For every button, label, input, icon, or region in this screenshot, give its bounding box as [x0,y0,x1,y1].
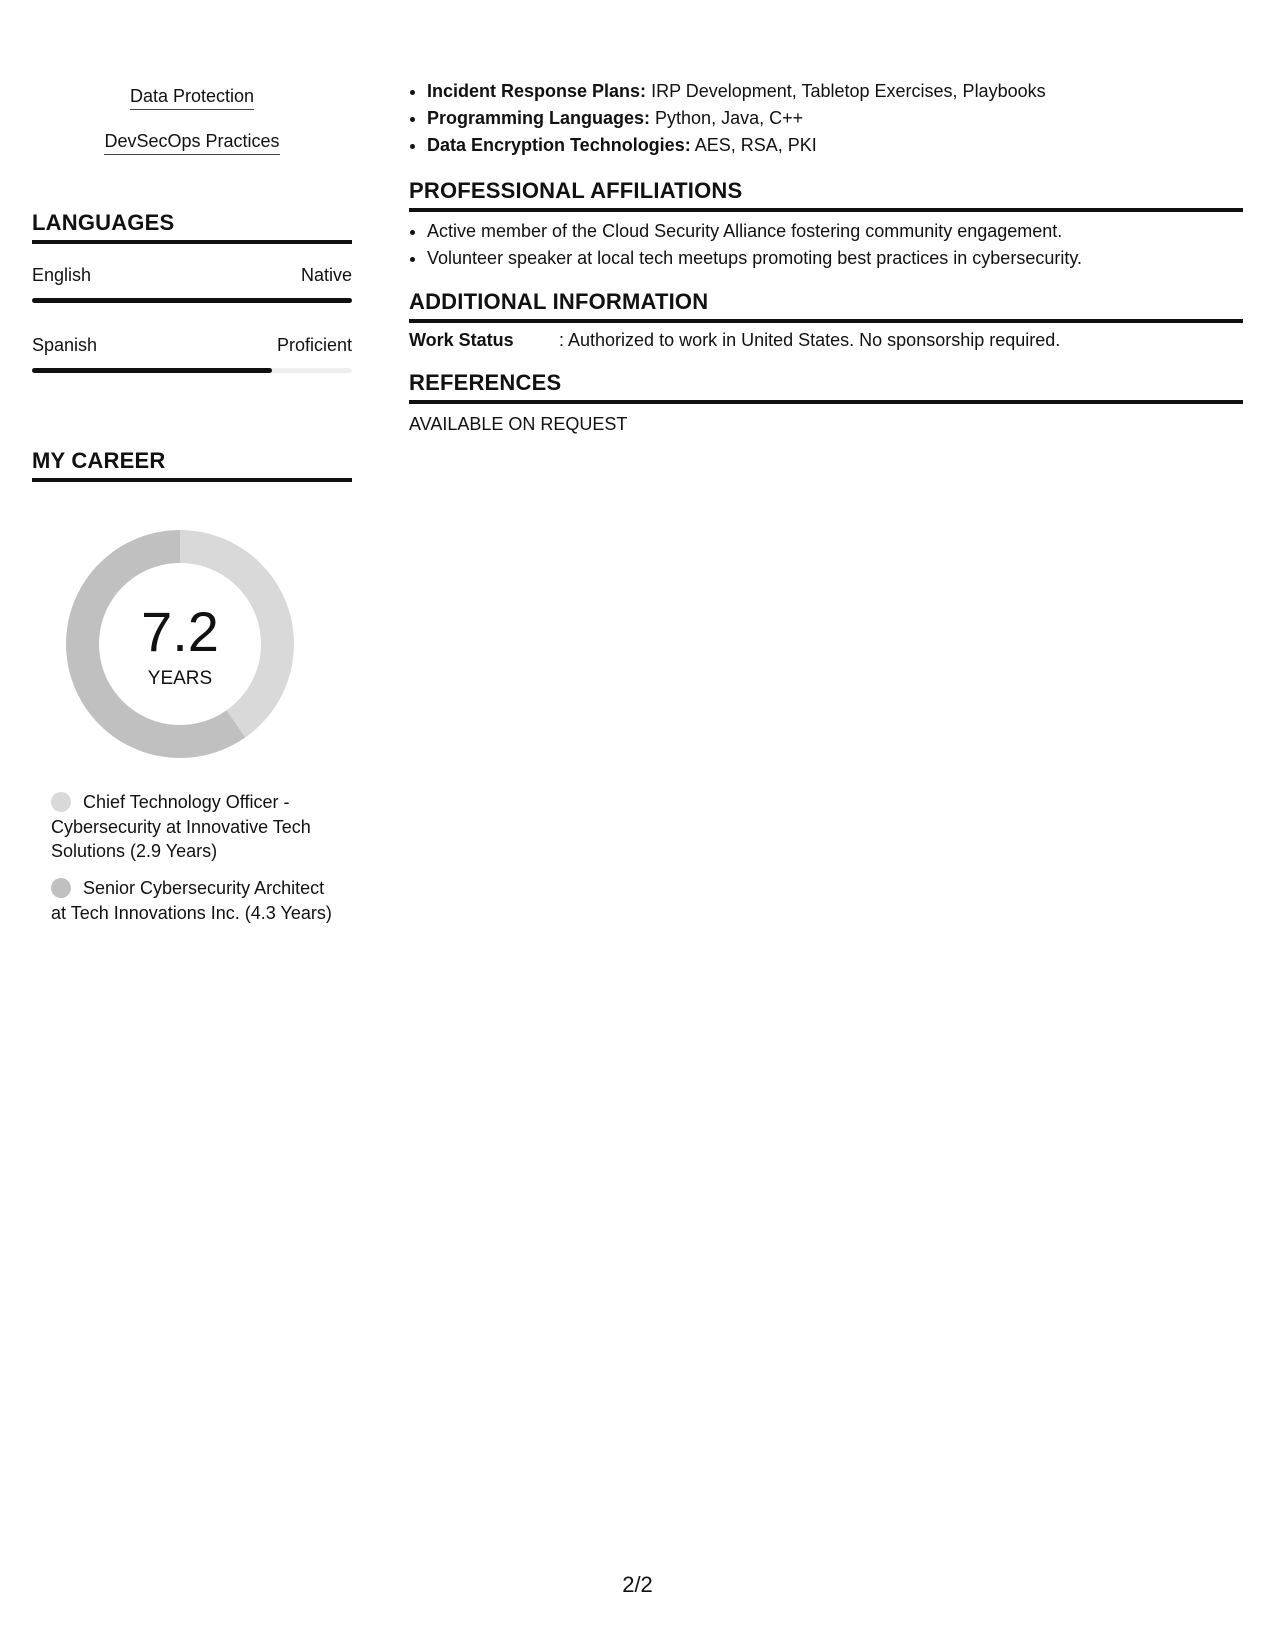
additional-info-heading: ADDITIONAL INFORMATION [409,289,1243,323]
career-heading: MY CAREER [32,448,352,482]
legend-swatch-icon [51,878,71,898]
career-donut-chart [66,530,294,758]
donut-center [66,530,294,758]
skills-list-block [409,78,1243,159]
list-item [427,132,1243,159]
skill-category: Incident Response Plans: [427,81,647,101]
work-status-value: : Authorized to work in United States. No sponsorship required. [559,330,1061,350]
legend-swatch-icon [51,792,71,812]
work-status-row [409,330,1243,351]
career-total-unit: YEARS [147,668,213,689]
languages-heading: LANGUAGES [32,210,352,244]
skill-category: Data Encryption Technologies: [427,135,691,155]
career-total-value: 7.2 [141,600,219,663]
list-item [427,105,1243,132]
page-number: 2/2 [622,1572,653,1597]
affiliations-list [409,218,1243,272]
language-bar-fill [32,298,352,303]
language-level: Proficient [276,335,352,355]
references-text: AVAILABLE ON REQUEST [409,414,628,434]
language-bar-fill [32,368,272,373]
legend-label: Chief Technology Officer - Cybersecurity at Innovative Tech Solutions (2.9 Years) [51,792,311,861]
list-item: • Volunteer speaker at local tech meetups promoting best practices in cybersecurity. [427,245,1243,272]
skill-tag-label: DevSecOps Practices [104,131,279,155]
language-name: Spanish [32,335,98,355]
skill-values: IRP Development, Tabletop Exercises, Playbooks [646,81,1046,101]
skills-list [409,78,1243,159]
skill-values: Python, Java, C++ [650,108,804,128]
legend-label: Senior Cybersecurity Architect at Tech Innovations Inc. (4.3 Years) [51,878,332,923]
language-bar-track [32,368,352,373]
career-legend-item [51,876,333,925]
list-item: • Active member of the Cloud Security Alliance fostering community engagement. [427,218,1243,245]
skill-tag [32,131,352,155]
skill-category: Programming Languages: [427,108,651,128]
list-item [427,78,1243,105]
affiliations-heading: PROFESSIONAL AFFILIATIONS [409,178,1243,212]
affiliations-block [409,218,1243,272]
work-status-label: Work Status [409,330,514,350]
language-name: English [32,265,92,285]
skill-tag-label: Data Protection [130,86,254,110]
language-bar-track [32,298,352,303]
references-heading: REFERENCES [409,370,1243,404]
skill-tag [32,86,352,110]
career-legend-item [51,790,333,864]
skill-values: AES, RSA, PKI [690,135,817,155]
language-level: Native [300,265,352,285]
